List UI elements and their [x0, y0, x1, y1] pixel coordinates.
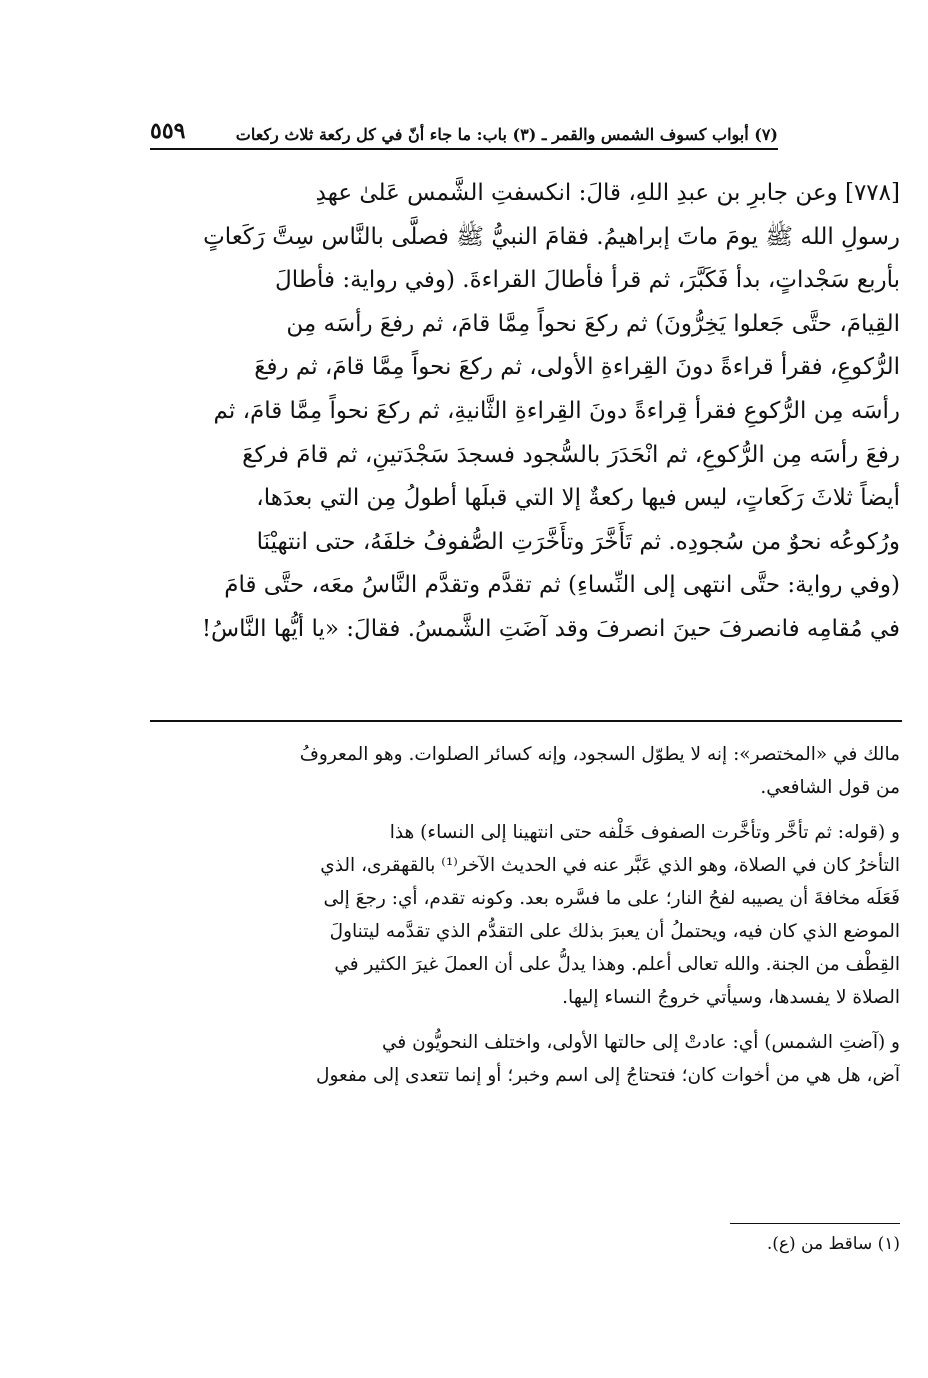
footnote-separator	[730, 1223, 900, 1224]
commentary-line: من قول الشافعي.	[760, 777, 900, 798]
hadith-line: [٧٧٨] وعن جابرِ بن عبدِ اللهِ، قالَ: انكسفتِ الشَّمس عَلىٰ عهدِ	[315, 180, 900, 206]
commentary-line: الصلاة لا يفسدها، وسيأتي خروجُ النساء إليها.	[562, 987, 900, 1008]
commentary-line: مالك في «المختصر»: إنه لا يطوّل السجود، وإنه كسائر الصلوات. وهو المعروفُ	[299, 744, 900, 765]
commentary-line: و (آضتِ الشمس) أي: عادتْ إلى حالتها الأولى، واختلف النحويُّون في	[381, 1032, 900, 1053]
hadith-line: بأربع سَجْداتٍ، بدأ فَكَبَّرَ، ثم قرأ فأطالَ القراءةَ. (وفي رواية: فأطالَ	[275, 267, 900, 294]
hadith-text	[150, 172, 900, 652]
commentary-paragraph	[150, 738, 900, 804]
page-number: ٥٥٩	[150, 118, 186, 144]
hadith-line: في مُقامِه فانصرفَ حينَ انصرفَ وقد آضَتِ الشَّمسُ. فقالَ: «يا أيُّها النَّاسُ!	[201, 615, 900, 642]
commentary-line: فَعَلَه مخافةَ أن يصيبه لفحُ النار؛ على ما فسَّره بعد. وكونه تقدم، أي: رجعَ إلى	[323, 888, 900, 909]
commentary-line: آض، هل هي من أخوات كان؛ فتحتاجُ إلى اسم وخبر؛ أو إنما تتعدى إلى مفعول	[316, 1065, 900, 1086]
page-header	[150, 110, 778, 150]
commentary-line: القِطْف من الجنة. والله تعالى أعلم. وهذا يدلُّ على أن العملَ غيرَ الكثير في	[334, 954, 900, 975]
commentary	[150, 738, 900, 1104]
text-separator	[150, 720, 902, 722]
hadith-line: رسولِ الله ﷺ يومَ ماتَ إبراهيمُ. فقامَ النبيُّ ﷺ فصلَّى بالنَّاس سِتَّ رَكَعاتٍ	[203, 223, 900, 250]
hadith-line: (وفي رواية: حتَّى انتهى إلى النِّساءِ) ثم تقدَّم وتقدَّم النَّاسُ معَه، حتَّى قامَ	[224, 572, 900, 599]
commentary-line: و (قوله: ثم تأخَّر وتأخَّرت الصفوف خَلْفه حتى انتهينا إلى النساء) هذا	[389, 822, 900, 843]
commentary-line: التأخرُ كان في الصلاة، وهو الذي عَبَّر عنه في الحديث الآخر⁽¹⁾ بالقهقرى، الذي	[320, 855, 900, 876]
hadith-line: الرُّكوعِ، فقرأ قراءةً دونَ القِراءةِ الأولى، ثم ركعَ نحواً مِمَّا قامَ، ثم رفعَ	[254, 354, 900, 381]
commentary-line: الموضع الذي كان فيه، ويحتملُ أن يعبرَ بذلك على التقدُّم الذي تقدَّمه ليتناولَ	[329, 921, 900, 942]
commentary-paragraph	[150, 1026, 900, 1092]
running-head: (٧) أبواب كسوف الشمس والقمر ـ (٣) باب: ما جاء أنّ في كل ركعة ثلاث ركعات	[235, 125, 778, 144]
hadith-line: ورُكوعُه نحوٌ من سُجودِه. ثم تَأَخَّرَ وتأَخَّرَتِ الصُّفوفُ خلفَهُ، حتى انتهيْنَا	[256, 528, 900, 555]
hadith-line: أيضاً ثلاثَ رَكَعاتٍ، ليس فيها ركعةٌ إلا التي قبلَها أطولُ مِن التي بعدَها،	[256, 485, 900, 512]
commentary-paragraph	[150, 816, 900, 1014]
hadith-line: القِيامَ، حتَّى جَعلوا يَخِرُّونَ) ثم ركعَ نحواً مِمَّا قامَ، ثم رفعَ رأسَه مِن	[286, 310, 900, 337]
hadith-line: رفعَ رأسَه مِن الرُّكوعِ، ثم انْحَدَرَ بالسُّجود فسجدَ سَجْدَتينِ، ثم قامَ فركعَ	[242, 441, 900, 468]
hadith-line: رأسَه مِن الرُّكوعِ فقرأ قِراءةً دونَ القِراءةِ الثَّانيةِ، ثم ركعَ نحواً مِمَّا قامَ، ثم	[213, 397, 900, 424]
footnote: (١) ساقط من (ع).	[766, 1234, 900, 1254]
